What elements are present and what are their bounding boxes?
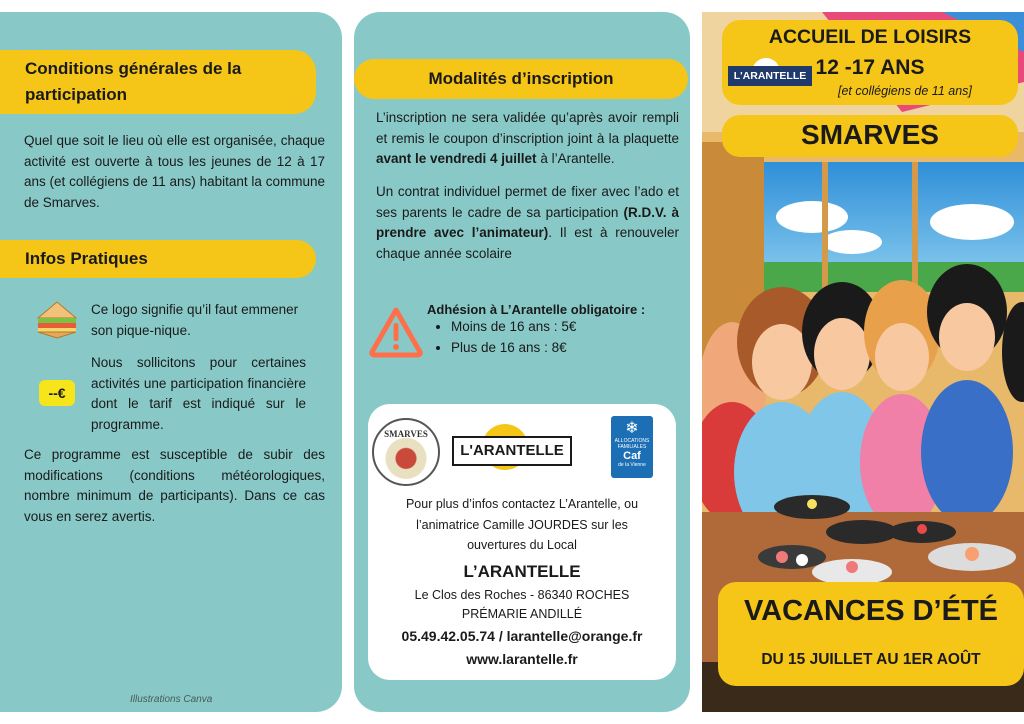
header-line-3: [et collégiens de 11 ans] — [838, 84, 972, 98]
conditions-heading: Conditions générales de la participation — [0, 50, 316, 114]
conditions-text: Quel que soit le lieu où elle est organisée, chaque activité est ouverte à tous les jeunes de 12 à 17 ans (et collégiens de 11 ans) habitant la commune de Smarves. — [24, 133, 325, 210]
adhesion-item: • Moins de 16 ans : 5€ — [451, 316, 576, 337]
adhesion-title: Adhésion à L’Arantelle obligatoire : — [427, 302, 646, 317]
fee-badge-icon: --€ — [39, 380, 75, 406]
town-name: SMARVES — [801, 119, 939, 150]
website-link[interactable]: www.larantelle.fr — [466, 651, 578, 667]
infos-heading: Infos Pratiques — [0, 240, 316, 278]
header-line-2: 12 -17 ANS — [815, 56, 925, 79]
contact-card — [368, 404, 676, 680]
sandwich-icon — [34, 298, 80, 340]
footer-dates: DU 15 JUILLET AU 1ER AOÛT — [761, 651, 981, 668]
warning-icon — [368, 306, 424, 358]
registration-text-1: L’inscription ne sera validée qu’après avoir rempli et remis le coupon d’inscription joint à la plaquette avant le vendredi 4 juillet à l’Arantelle. — [376, 110, 679, 166]
caf-snowflake-icon: ❄ — [625, 420, 639, 437]
illustration-credit: Illustrations Canva — [130, 694, 213, 705]
org-name: L’ARANTELLE — [463, 562, 581, 581]
registration-text-2: Un contrat individuel permet de fixer avec l’ado et ses parents le cadre de sa participation (R.D.V. à prendre avec l’animateur). Il est à renouveler chaque année scolaire — [376, 184, 679, 261]
arantelle-logo: L'ARANTELLE — [452, 424, 572, 474]
contact-info-text: Pour plus d’infos contactez L’Arantelle, ou l’animatrice Camille JOURDES sur les ouvertures du Local — [405, 497, 639, 552]
footer-title: VACANCES D’ÉTÉ — [743, 595, 999, 627]
program-text: Ce programme est susceptible de subir des modifications (conditions météorologiques, nombre minimum de participants). Dans ce cas vous en serez avertis. — [24, 447, 325, 524]
registration-heading: Modalités d’inscription — [354, 59, 688, 99]
adhesion-item: • Plus de 16 ans : 8€ — [451, 337, 576, 358]
address-line-2: PRÉMARIE ANDILLÉ — [461, 607, 583, 621]
phone-email: 05.49.42.05.74 / larantelle@orange.fr — [401, 628, 643, 644]
smarves-logo: SMARVES — [372, 418, 440, 486]
arantelle-small-logo: L'ARANTELLE — [728, 60, 812, 86]
header-line-1: ACCUEIL DE LOISIRS — [768, 26, 972, 48]
adhesion-list — [435, 316, 576, 358]
fee-text: Nous sollicitons pour certaines activités une participation financière dont le tarif est indiqué sur le programme. — [91, 355, 306, 432]
picnic-text: Ce logo signifie qu’il faut emmener son pique-nique. — [91, 302, 299, 338]
caf-logo: ❄ ALLOCATIONS FAMILIALES Caf de la Vienne — [611, 416, 653, 478]
address-line-1: Le Clos des Roches - 86340 ROCHES — [414, 588, 630, 602]
